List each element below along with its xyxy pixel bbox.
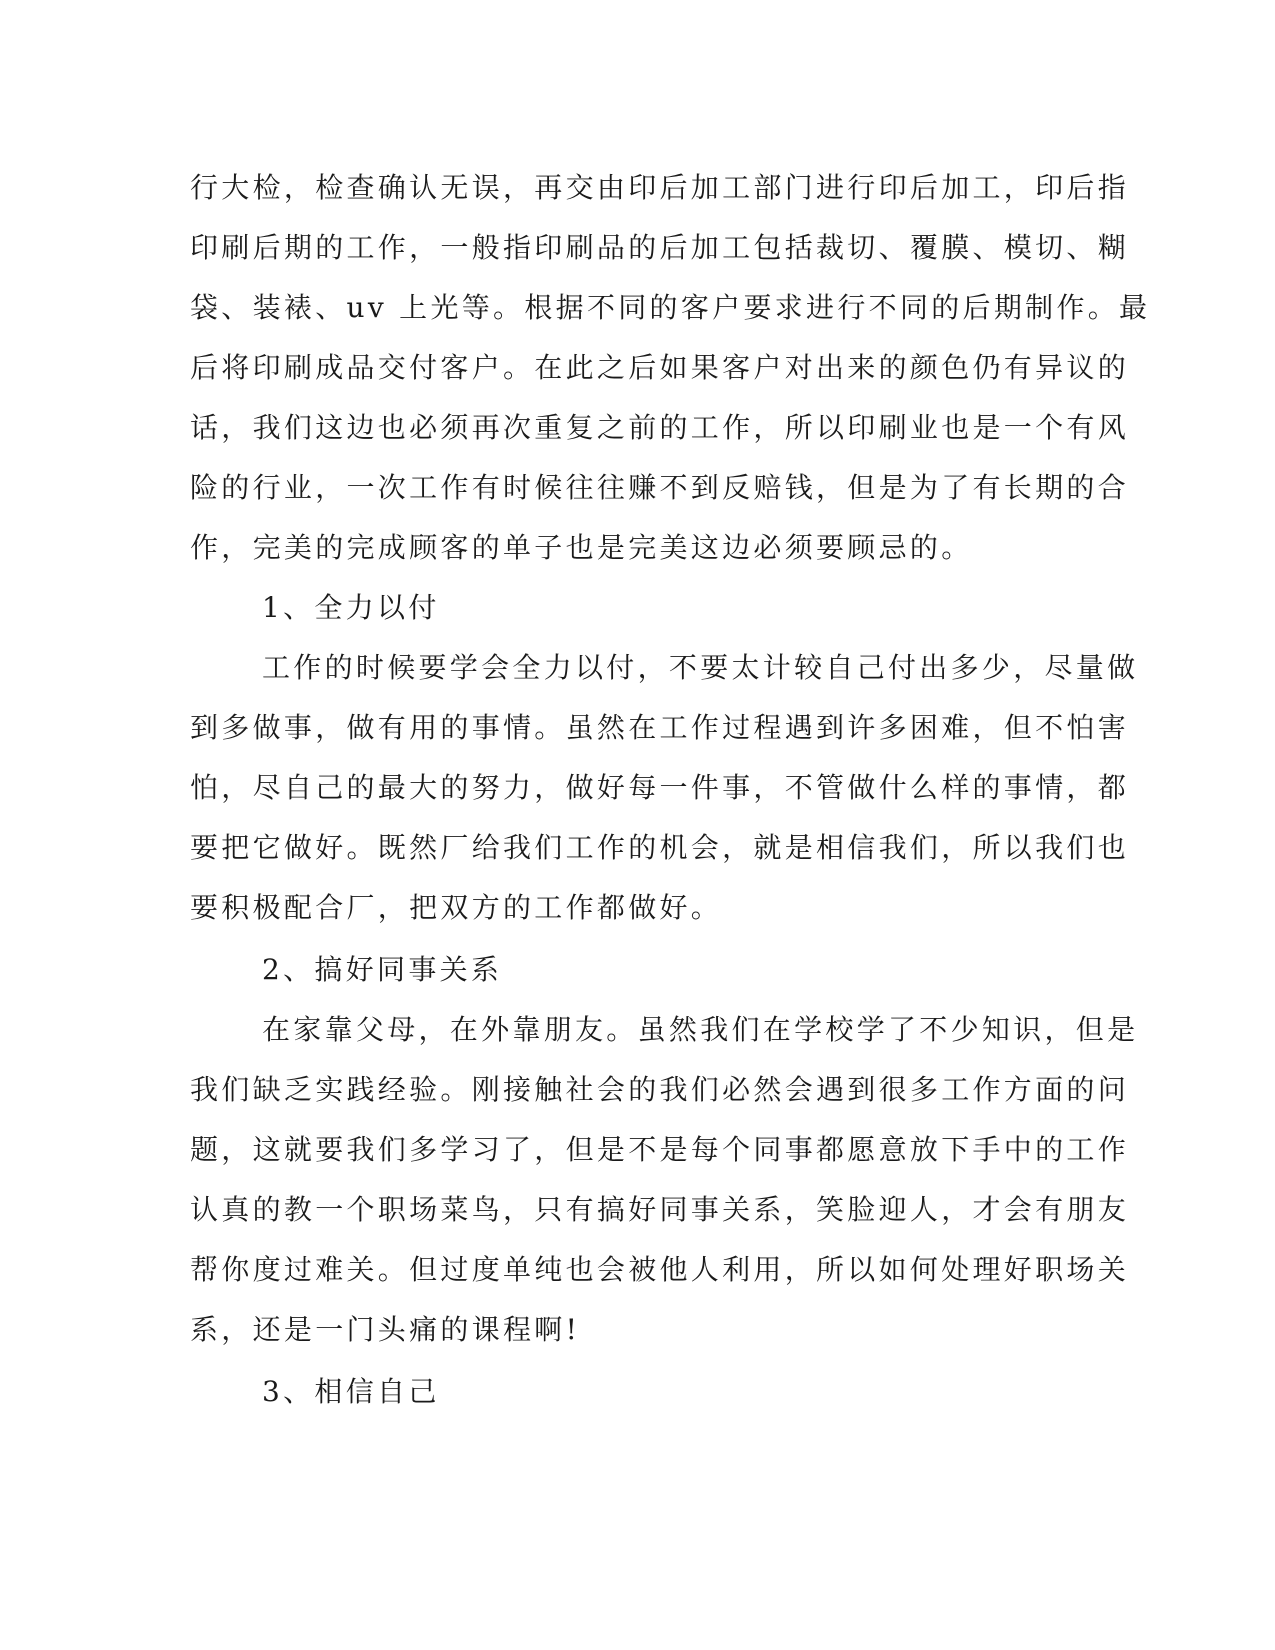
paragraph-3-line-6: 系，还是一门头痛的课程啊! xyxy=(190,1313,581,1346)
section-heading-1: 1、全力以付 xyxy=(262,591,440,624)
paragraph-2-line-5: 要积极配合厂，把双方的工作都做好。 xyxy=(190,891,723,924)
paragraph-3-line-3: 题，这就要我们多学习了，但是不是每个同事都愿意放下手中的工作 xyxy=(190,1133,1130,1166)
paragraph-1-line-4: 后将印刷成品交付客户。在此之后如果客户对出来的颜色仍有异议的 xyxy=(190,351,1130,384)
paragraph-1-line-2: 印刷后期的工作，一般指印刷品的后加工包括裁切、覆膜、模切、糊 xyxy=(190,231,1130,264)
paragraph-2-line-1: 工作的时候要学会全力以付，不要太计较自己付出多少，尽量做 xyxy=(262,651,1139,684)
section-heading-2: 2、搞好同事关系 xyxy=(262,953,503,986)
paragraph-2-line-4: 要把它做好。既然厂给我们工作的机会，就是相信我们，所以我们也 xyxy=(190,831,1130,864)
paragraph-3-line-1: 在家靠父母，在外靠朋友。虽然我们在学校学了不少知识，但是 xyxy=(262,1013,1139,1046)
paragraph-1-line-6: 险的行业，一次工作有时候往往赚不到反赔钱，但是为了有长期的合 xyxy=(190,471,1130,504)
paragraph-1-line-5: 话，我们这边也必须再次重复之前的工作，所以印刷业也是一个有风 xyxy=(190,411,1130,444)
paragraph-1-line-1: 行大检，检查确认无误，再交由印后加工部门进行印后加工，印后指 xyxy=(190,171,1130,204)
paragraph-2-line-3: 怕，尽自己的最大的努力，做好每一件事，不管做什么样的事情，都 xyxy=(190,771,1130,804)
paragraph-3-line-5: 帮你度过难关。但过度单纯也会被他人利用，所以如何处理好职场关 xyxy=(190,1253,1130,1286)
paragraph-3-line-4: 认真的教一个职场菜鸟，只有搞好同事关系，笑脸迎人，才会有朋友 xyxy=(190,1193,1130,1226)
paragraph-1-line-3: 袋、装裱、uv 上光等。根据不同的客户要求进行不同的后期制作。最 xyxy=(190,291,1151,324)
paragraph-3-line-2: 我们缺乏实践经验。刚接触社会的我们必然会遇到很多工作方面的问 xyxy=(190,1073,1130,1106)
paragraph-1-line-7: 作，完美的完成顾客的单子也是完美这边必须要顾忌的。 xyxy=(190,531,973,564)
paragraph-2-line-2: 到多做事，做有用的事情。虽然在工作过程遇到许多困难，但不怕害 xyxy=(190,711,1130,744)
section-heading-3: 3、相信自己 xyxy=(262,1375,440,1408)
